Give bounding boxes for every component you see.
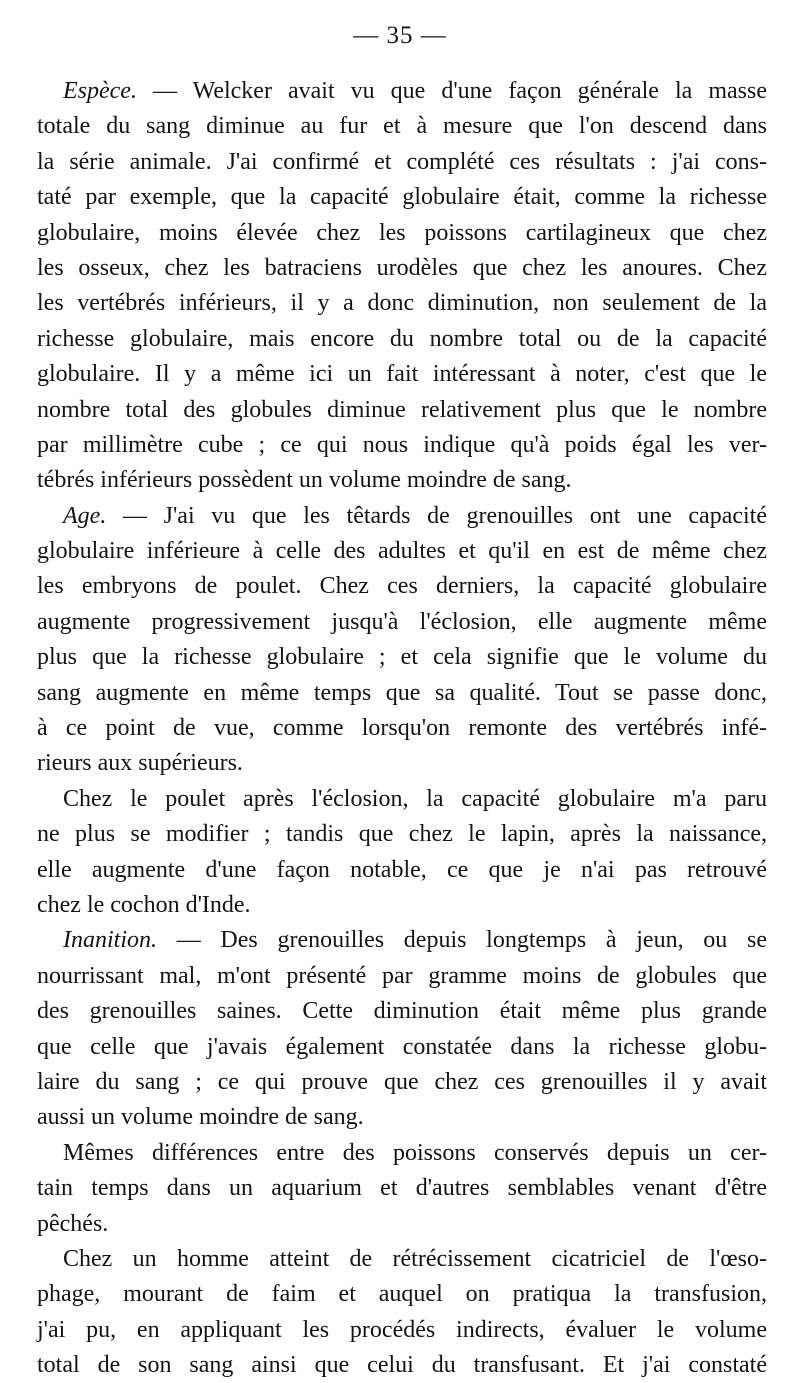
line-text: — Welcker avait vu que d'une façon générale la masse [136, 78, 767, 104]
text-line: globulaire, moins élevée chez les poissons cartilagineux que chez [37, 219, 767, 246]
text-line: sang augmente en même temps que sa qualité. Tout se passe donc, [37, 679, 767, 706]
text-line: elle augmente d'une façon notable, ce que je n'ai pas retrouvé [37, 856, 767, 883]
text-line [37, 74, 767, 109]
section-rubric: Age. [63, 502, 107, 529]
text-line: globulaire inférieure à celle des adultes et qu'il en est de même chez [37, 538, 767, 565]
text-line: aussi un volume moindre de sang. [37, 1104, 364, 1131]
text-line: tain temps dans un aquarium et d'autres semblables venant d'être [37, 1175, 767, 1202]
text-line: globulaire. Il y a même ici un fait intéressant à noter, c'est que le [37, 361, 767, 388]
text-line: les osseux, chez les batraciens urodèles que chez les anoures. Chez [37, 254, 767, 281]
text-line: à ce point de vue, comme lorsqu'on remonte des vertébrés infé- [37, 715, 767, 742]
text-line: richesse globulaire, mais encore du nombre total ou de la capacité [37, 325, 767, 352]
body-text [37, 74, 767, 1383]
text-line: ne plus se modifier ; tandis que chez le lapin, après la naissance, [37, 821, 767, 848]
text-line: nombre total des globules diminue relativement plus que le nombre [37, 396, 767, 423]
text-line: rieurs aux supérieurs. [37, 750, 243, 777]
text-line: par millimètre cube ; ce qui nous indique qu'à poids égal les ver- [37, 431, 767, 458]
text-line: totale du sang diminue au fur et à mesure que l'on descend dans [37, 113, 767, 140]
text-line: les embryons de poulet. Chez ces derniers, la capacité globulaire [37, 573, 767, 600]
text-line: Chez un homme atteint de rétrécissement cicatriciel de l'œso- [63, 1245, 767, 1272]
line-text: — Des grenouilles depuis longtemps à jeun, ou se [157, 927, 767, 954]
text-line: nourrissant mal, m'ont présenté par gramme moins de globules que [37, 962, 767, 989]
text-line: les vertébrés inférieurs, il y a donc diminution, non seulement de la [37, 290, 767, 317]
text-line: Mêmes différences entre des poissons conservés depuis un cer- [63, 1139, 767, 1166]
text-line: des grenouilles saines. Cette diminution était même plus grande [37, 998, 767, 1025]
line-text: — J'ai vu que les têtards de grenouilles ont une capacité [106, 502, 767, 529]
text-line [37, 923, 767, 958]
text-line: la série animale. J'ai confirmé et complété ces résultats : j'ai cons- [37, 148, 767, 175]
text-line: taté par exemple, que la capacité globulaire était, comme la richesse [37, 184, 767, 211]
page-number: — 35 — [353, 22, 447, 49]
text-line: chez le cochon d'Inde. [37, 891, 251, 918]
text-line: tébrés inférieurs possèdent un volume moindre de sang. [37, 467, 572, 494]
text-line: plus que la richesse globulaire ; et cela signifie que le volume du [37, 644, 767, 671]
section-rubric: Inanition. [63, 927, 157, 954]
text-line: total de son sang ainsi que celui du transfusant. Et j'ai constaté [37, 1352, 767, 1379]
text-line: Chez le poulet après l'éclosion, la capacité globulaire m'a paru [63, 785, 767, 812]
text-line: laire du sang ; ce qui prouve que chez ces grenouilles il y avait [37, 1068, 767, 1095]
text-line: j'ai pu, en appliquant les procédés indirects, évaluer le volume [37, 1316, 767, 1343]
text-line: augmente progressivement jusqu'à l'éclosion, elle augmente même [37, 608, 767, 635]
text-line: que celle que j'avais également constatée dans la richesse globu- [37, 1033, 767, 1060]
text-line: pêchés. [37, 1210, 109, 1237]
text-line [37, 499, 767, 534]
text-line: phage, mourant de faim et auquel on pratiqua la transfusion, [37, 1281, 767, 1308]
section-rubric: Espèce. [63, 78, 137, 104]
